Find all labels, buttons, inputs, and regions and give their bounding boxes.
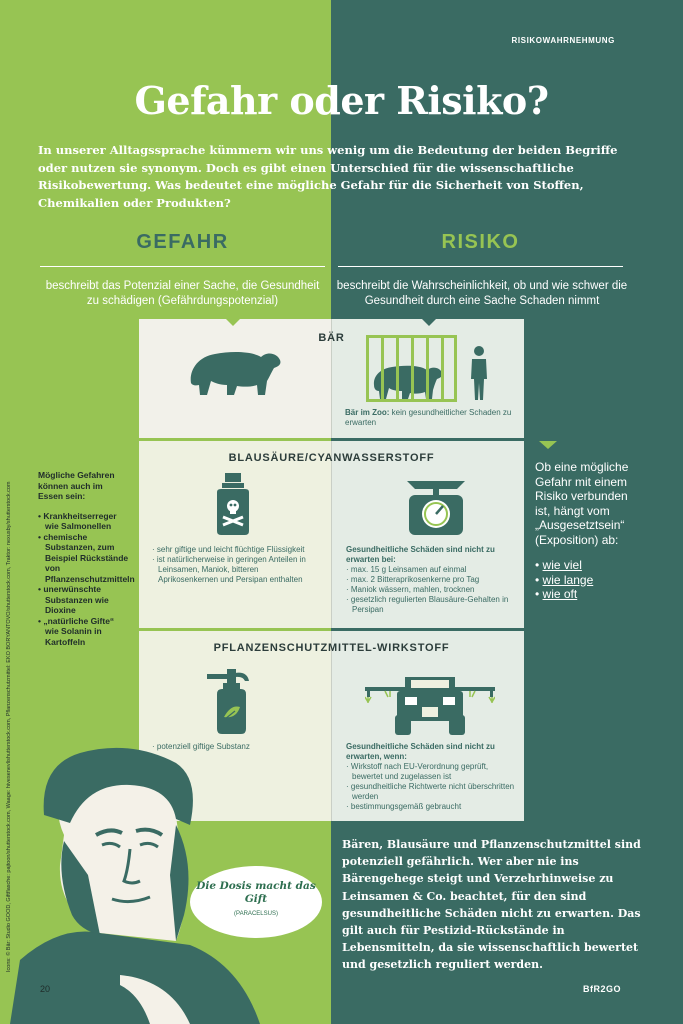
poison-bottle-icon: [212, 473, 254, 535]
list-item: • wie viel: [535, 558, 582, 572]
page-number: 20: [40, 984, 51, 994]
triangle-marker-icon: [539, 441, 557, 449]
quote-text: Die Dosis macht das Gift: [196, 880, 316, 905]
bear-in-cage-icon: [364, 333, 459, 403]
pesticide-risiko-list: [346, 742, 516, 812]
list-item: • Krankheitserreger wie Salmonellen: [38, 510, 117, 531]
cyanide-divider: [331, 441, 332, 628]
cyanide-gefahr-list: [152, 545, 317, 585]
list-item: · max. 2 Bitteraprikosenkerne pro Tag: [346, 575, 480, 584]
notch-left: [226, 319, 240, 326]
list-item: • wie lange: [535, 572, 594, 587]
list-item: · gesetzlich regulierten Blausäure-Gehalten in Persipan: [346, 595, 509, 614]
intro-paragraph: In unserer Alltagssprache kümmern wir uns wenig um die Bedeutung der beiden Begriffe oder nutzen sie synonym. Doch es gibt einen Unterschied für die wissenschaftliche Risikobewertung. Was bedeutet eine mögliche Gefahr für die Sicherheit von Stoffen, Chemikalien oder Produkten?: [38, 143, 618, 210]
food-hazards-note: [38, 470, 135, 647]
gefahr-description: beschreibt das Potenzial einer Sache, die Gesundheit zu schädigen (Gefährdungspotenzial): [45, 280, 320, 307]
brand-name: BfR2GO: [582, 984, 621, 994]
pesticide-divider: [331, 631, 332, 821]
cyanide-box: [139, 441, 524, 628]
list-item: · bestimmungsgemäß gebraucht: [346, 802, 462, 811]
pesticide-box-title: PFLANZENSCHUTZMITTEL-WIRKSTOFF: [213, 642, 450, 654]
list-item: · potenziell giftige Substanz: [152, 742, 250, 751]
list-item: • „natürliche Gifte“ wie Solanin in Kartoffeln: [38, 615, 115, 647]
list-item: · max. 15 g Leinsamen auf einmal: [346, 565, 467, 574]
list-item: · gesundheitliche Richtwerte nicht überschritten werden: [346, 782, 515, 801]
cyanide-box-title: BLAUSÄURE/CYANWASSERSTOFF: [228, 452, 435, 464]
food-hazards-intro: Mögliche Gefahren können auch im Essen sein:: [38, 470, 115, 501]
list-item: · Wirkstoff nach EU-Verordnung geprüft, bewertet und zugelassen ist: [346, 762, 489, 781]
person-icon: [467, 345, 491, 401]
list-item: · ist natürlicherweise in geringen Anteilen in Leinsamen, Maniok, bitteren Aprikosenkernen und Persipan enthalten: [152, 555, 306, 584]
page-title: Gefahr oder Risiko?: [134, 78, 549, 123]
quote-author: (PARACELSUS): [234, 911, 278, 917]
list-item: • unerwünschte Substanzen wie Dioxine: [38, 584, 109, 615]
cyanide-risiko-heading: Gesundheitliche Schäden sind nicht zu erwarten bei:: [346, 545, 495, 564]
spray-bottle-icon: [205, 669, 261, 735]
exposure-note: [535, 460, 645, 602]
tractor-sprayer-icon: [365, 675, 495, 737]
bear-box-title: BÄR: [318, 332, 345, 344]
gefahr-rule: [40, 266, 325, 267]
conclusion-paragraph: Bären, Blausäure und Pflanzenschutzmittel sind potenziell gefährlich. Wer aber nie ins Bärengehege steigt und Verzehrhinweise zu Leinsamen & Co. beachtet, für den sind gesundheitliche Schäden nicht zu erwarten. Das gilt auch für Pestizid-Rückstände in Lebensmitteln, da sie wissenschaftlich bewertet und gesetzlich reguliert werden.: [342, 838, 641, 972]
notch-right: [422, 319, 436, 326]
pesticide-risiko-heading: Gesundheitliche Schäden sind nicht zu erwarten, wenn:: [346, 742, 495, 761]
scale-icon: [403, 471, 469, 537]
list-item: · Maniok wässern, mahlen, trocknen: [346, 585, 475, 594]
cyanide-risiko-list: [346, 545, 516, 615]
risiko-rule: [338, 266, 623, 267]
section-tag: RISIKOWAHRNEHMUNG: [511, 36, 615, 45]
list-item: • wie oft: [535, 587, 578, 601]
gefahr-heading: GEFAHR: [136, 231, 229, 253]
risiko-heading: RISIKO: [441, 231, 520, 253]
bear-icon: [185, 343, 285, 398]
exposure-intro: Ob eine mögliche Gefahr mit einem Risiko verbunden ist, hängt vom „Ausgesetztsein“ (Exposition) ab:: [535, 460, 629, 547]
risiko-description: beschreibt die Wahrscheinlichkeit, ob und wie schwer die Gesundheit durch eine Sache Schaden nimmt: [336, 280, 628, 307]
list-item: · sehr giftige und leicht flüchtige Flüssigkeit: [152, 545, 305, 554]
list-item: • chemische Substanzen, zum Beispiel Rückstände von Pflanzenschutzmitteln: [38, 531, 135, 584]
bear-box: [139, 319, 524, 438]
image-credits: Icons: © Bär: Studio GOOD, Giftflasche: pajtoon/shutterstock.com, Waage: hivesenevlishutterstock.com, Pflanzenschutzmittel: EKO BORYANTOVO/shutterstock.com, Traktor: nexusby/shutterstock.com: [6, 481, 12, 972]
bear-risiko-text: Bär im Zoo: kein gesundheitlicher Schaden zu erwarten: [345, 408, 512, 427]
